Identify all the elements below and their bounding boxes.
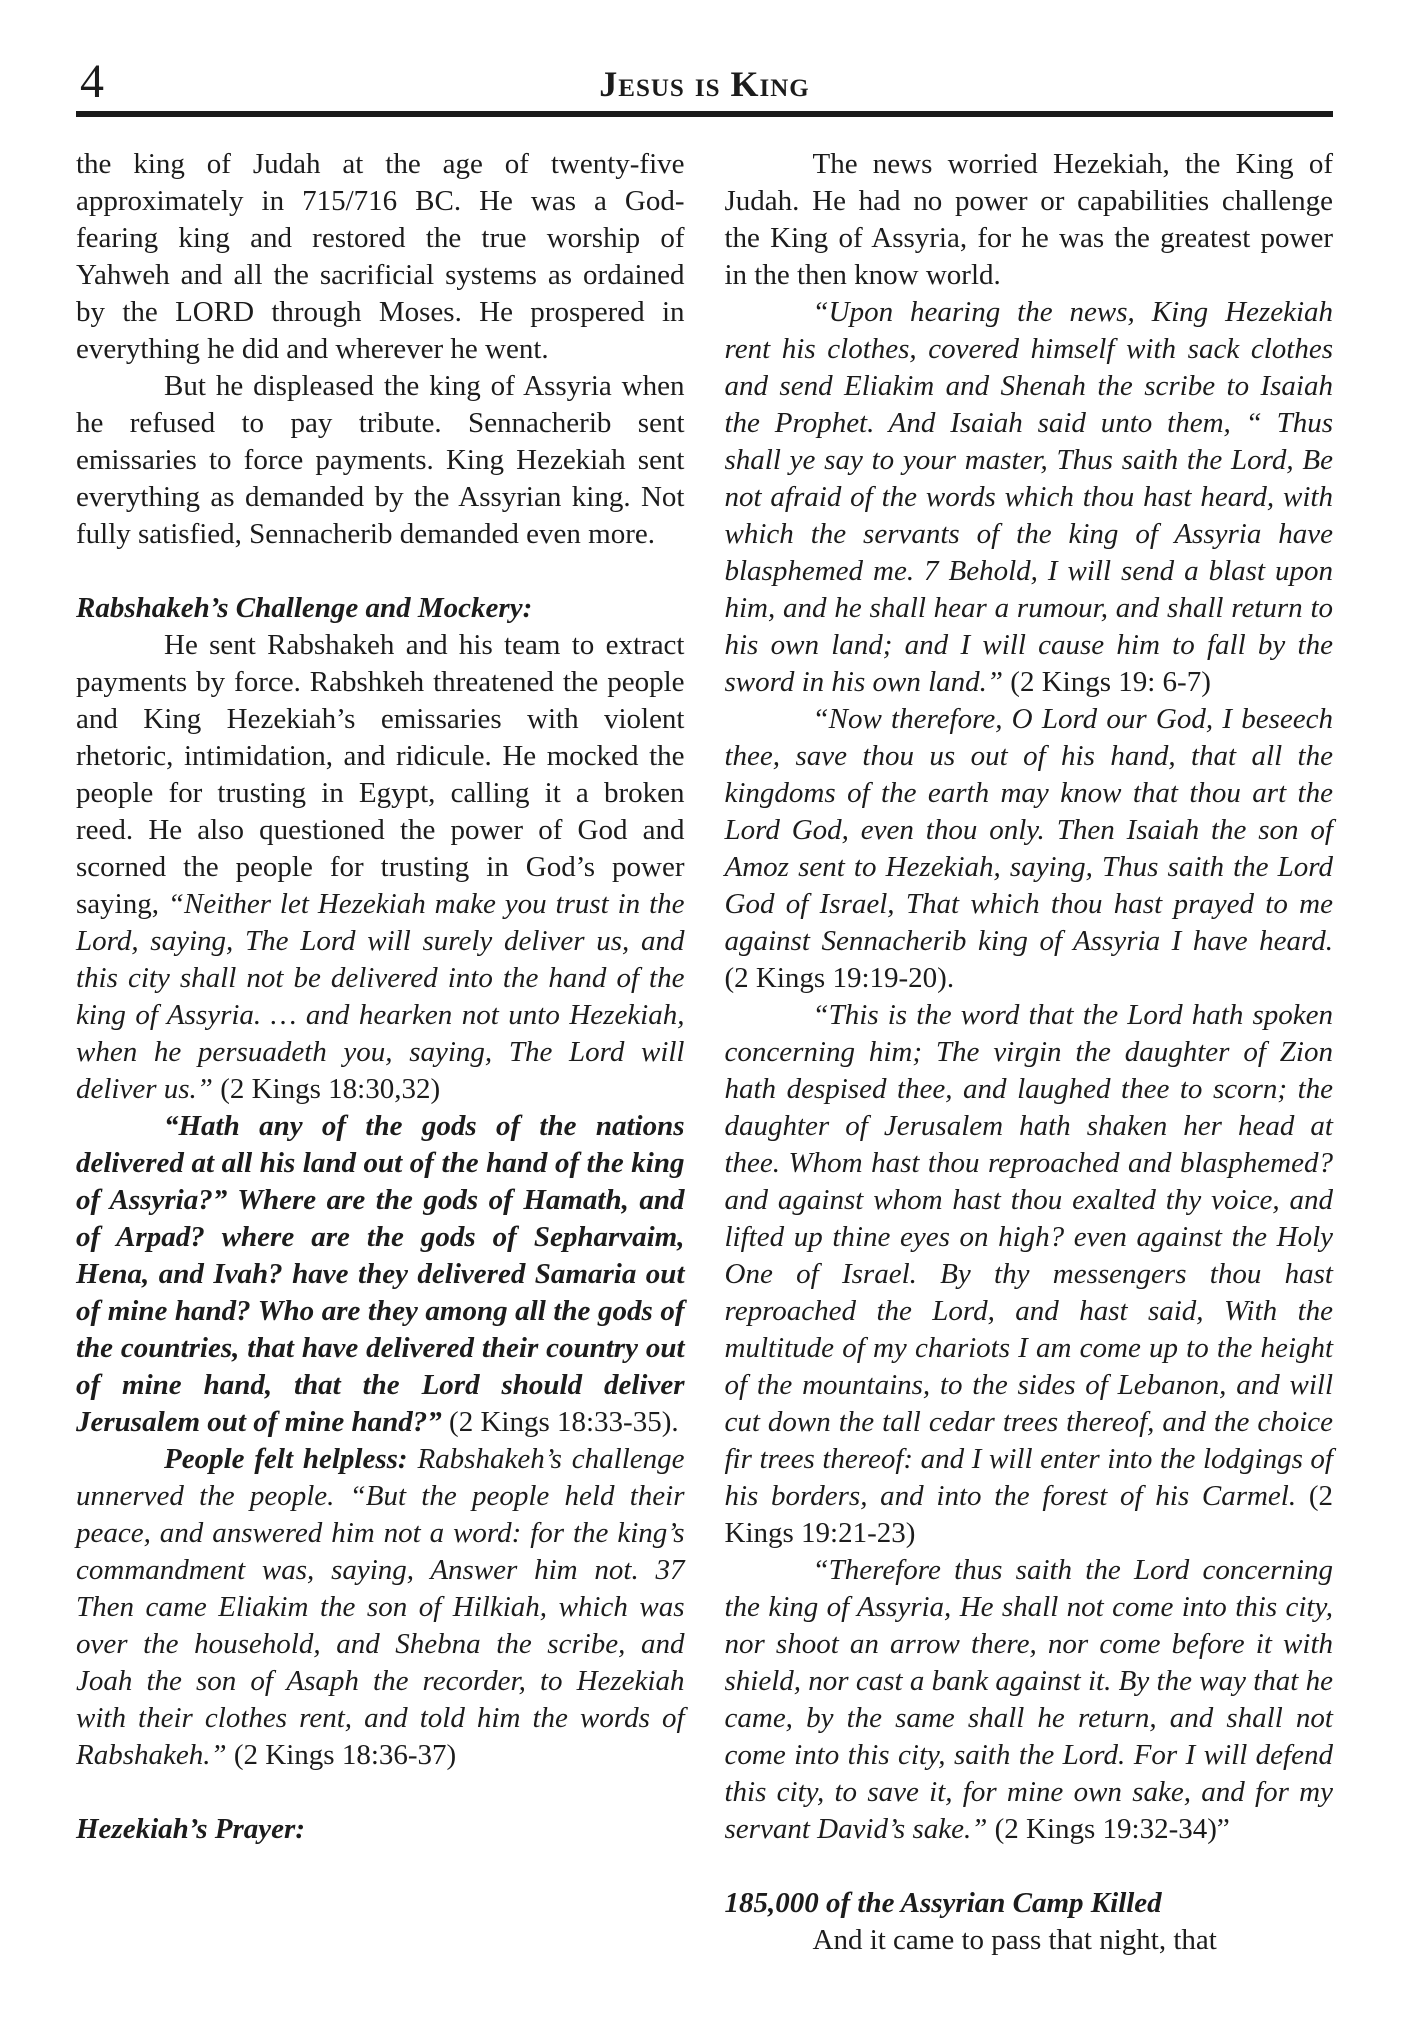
right-column (725, 146, 1334, 1959)
text-segment: “Now therefore, O Lord our God, I beseech thee, save thou us out of his hand, that all the kingdoms of the earth may know that thou art the Lord God, even thou only. Then Isaiah the son of Amoz sent to Hezekiah, saying, Thus saith the Lord God of Israel, That which thou hast prayed to me against Sennacherib king of Assyria I have heard. (724, 703, 1333, 957)
paragraph (76, 1108, 685, 1441)
page-header (76, 0, 1333, 106)
text-segment: “Hath any of the gods of the nations delivered at all his land out of the hand of the king of Assyria?” Where are the gods of Hamath, and of Arpad? where are the gods of Sepharvaim, Hena, and Ivah? have they delivered Samaria out of mine hand? Who are they among all the gods of the countries, that have delivered their country out of mine hand, that the Lord should deliver Jerusalem out of mine hand?” (76, 1110, 685, 1438)
two-column-text-body (76, 146, 1333, 1959)
text-segment: (2 Kings 18:36-37) (226, 1739, 457, 1771)
text-segment: (2 Kings 19:21-23) (724, 1480, 1333, 1549)
text-segment: “Upon hearing the news, King Hezekiah rent his clothes, covered himself with sack clothes and send Eliakim and Shenah the scribe to Isaiah the Prophet. And Isaiah said unto them, “ Thus shall ye say to your master, Thus saith the Lord, Be not afraid of the words which thou hast heard, with which the servants of the king of Assyria have blasphemed me. 7 Behold, I will send a blast upon him, and he shall hear a rumour, and shall return to his own land; and I will cause him to fall by the sword in his own land.” (724, 296, 1333, 698)
section-heading (76, 590, 685, 627)
text-segment: And it came to pass that night, that (812, 1924, 1217, 1956)
text-segment: (2 Kings 19: 6-7) (1003, 666, 1211, 698)
text-segment: Rabshakeh’s Challenge and Mockery: (76, 592, 533, 624)
text-segment: Hezekiah’s Prayer: (76, 1813, 305, 1845)
text-segment: (2 Kings 19:32-34)” (987, 1813, 1230, 1845)
paragraph (725, 701, 1334, 997)
paragraph (76, 146, 685, 368)
text-segment: “Therefore thus saith the Lord concerning the king of Assyria, He shall not come into this city, nor shoot an arrow there, nor come before it with shield, nor cast a bank against it. By the way that he came, by the same shall he return, and shall not come into this city, saith the Lord. For I will defend this city, to save it, for mine own sake, and for my servant David’s sake.” (724, 1554, 1333, 1845)
section-heading (76, 1811, 685, 1848)
text-segment: He sent Rabshakeh and his team to extract payments by force. Rabshkeh threatened the people and King Hezekiah’s emissaries with violent rhetoric, intimidation, and ridicule. He mocked the people for trusting in Egypt, calling it a broken reed. He also questioned the power of God and scorned the people for trusting in God’s power saying, (76, 629, 685, 920)
text-segment: the king of Judah at the age of twenty-five approximately in 715/716 BC. He was a God-fearing king and restored the true worship of Yahweh and all the sacrificial systems as ordained by the LORD through Moses. He prospered in everything he did and wherever he went. (76, 148, 685, 365)
text-segment: “Neither let Hezekiah make you trust in the Lord, saying, The Lord will surely deliver us, and this city shall not be delivered into the hand of the king of Assyria. … and hearken not unto Hezekiah, when he persuadeth you, saying, The Lord will deliver us.” (76, 888, 685, 1105)
text-segment: Rabshakeh’s challenge unnerved the people. “But the people held their peace, and answered him not a word: for the king’s commandment was, saying, Answer him not. 37 Then came Eliakim the son of Hilkiah, which was over the household, and Shebna the scribe, and Joah the son of Asaph the recorder, to Hezekiah with their clothes rent, and told him the words of Rabshakeh.” (76, 1443, 685, 1771)
header-rule (76, 111, 1333, 117)
page-title: Jesus is King (599, 64, 810, 104)
text-segment: The news worried Hezekiah, the King of Judah. He had no power or capabilities challenge the King of Assyria, for he was the greatest power in the then know world. (724, 148, 1333, 291)
paragraph (725, 1552, 1334, 1848)
left-column (76, 146, 685, 1959)
text-segment: But he displeased the king of Assyria when he refused to pay tribute. Sennacherib sent emissaries to force payments. King Hezekiah sent everything as demanded by the Assyrian king. Not fully satisfied, Sennacherib demanded even more. (76, 370, 685, 550)
text-segment: (2 Kings 18:30,32) (212, 1073, 441, 1105)
text-segment: 185,000 of the Assyrian Camp Killed (724, 1887, 1162, 1919)
text-segment: (2 Kings 18:33-35). (441, 1406, 679, 1438)
paragraph (76, 627, 685, 1108)
text-segment: “This is the word that the Lord hath spoken concerning him; The virgin the daughter of Zion hath despised thee, and laughed thee to scorn; the daughter of Jerusalem hath shaken her head at thee. Whom hast thou reproached and blasphemed? and against whom hast thou exalted thy voice, and lifted up thine eyes on high? even against the Holy One of Israel. By thy messengers thou hast reproached the Lord, and hast said, With the multitude of my chariots I am come up to the height of the mountains, to the sides of Lebanon, and will cut down the tall cedar trees thereof, and the choice fir trees thereof: and I will enter into the lodgings of his borders, and into the forest of his Carmel. (724, 999, 1333, 1512)
paragraph (725, 1922, 1334, 1959)
section-heading (725, 1885, 1334, 1922)
paragraph (76, 1441, 685, 1774)
paragraph (725, 146, 1334, 294)
paragraph (725, 294, 1334, 701)
paragraph (725, 997, 1334, 1552)
page-number: 4 (80, 55, 104, 108)
text-segment: People felt helpless: (164, 1443, 418, 1475)
paragraph (76, 368, 685, 553)
text-segment: (2 Kings 19:19-20). (724, 962, 955, 994)
